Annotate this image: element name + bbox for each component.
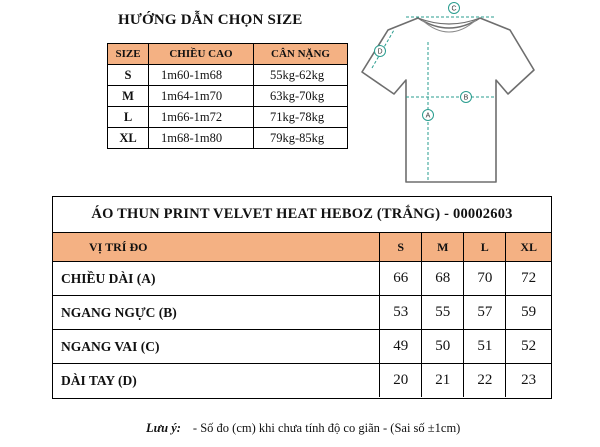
value-cell: 49: [380, 330, 422, 364]
table-row: [108, 128, 348, 149]
note-line: [146, 421, 460, 436]
weight-cell: 55kg-62kg: [254, 65, 348, 86]
size-guide-title: HƯỚNG DẪN CHỌN SIZE: [118, 12, 303, 28]
size-xl-header: XL: [506, 233, 551, 262]
value-cell: 59: [506, 296, 551, 330]
measurement-label: NGANG NGỰC (B): [53, 296, 380, 330]
size-guide-table: [107, 43, 348, 149]
tshirt-outline: [362, 18, 534, 182]
position-header: VỊ TRÍ ĐO: [53, 233, 380, 262]
table-row: [108, 107, 348, 128]
weight-cell: 63kg-70kg: [254, 86, 348, 107]
size-cell: M: [108, 86, 149, 107]
table-row: [108, 86, 348, 107]
value-cell: 68: [422, 262, 464, 296]
value-cell: 57: [464, 296, 506, 330]
height-cell: 1m66-1m72: [149, 107, 254, 128]
size-cell: XL: [108, 128, 149, 149]
product-header-row: [53, 233, 551, 262]
height-cell: 1m60-1m68: [149, 65, 254, 86]
value-cell: 53: [380, 296, 422, 330]
size-cell: L: [108, 107, 149, 128]
note-text: - Số đo (cm) khi chưa tính độ co giãn - (Sai số ±1cm): [192, 421, 461, 435]
product-title: ÁO THUN PRINT VELVET HEAT HEBOZ (TRẮNG) - 00002603: [91, 206, 513, 222]
value-cell: 72: [506, 262, 551, 296]
product-measurement-table: [53, 232, 551, 397]
marker-c-label: C: [451, 5, 457, 13]
size-s-header: S: [380, 233, 422, 262]
table-row: [53, 296, 551, 330]
weight-cell: 71kg-78kg: [254, 107, 348, 128]
weight-header: CÂN NẶNG: [254, 44, 348, 65]
size-header: SIZE: [108, 44, 149, 65]
size-l-header: L: [464, 233, 506, 262]
table-row: [53, 364, 551, 398]
value-cell: 22: [464, 364, 506, 398]
table-row: [53, 262, 551, 296]
marker-b-label: B: [463, 94, 469, 102]
size-m-header: M: [422, 233, 464, 262]
value-cell: 70: [464, 262, 506, 296]
note-label: Lưu ý:: [146, 421, 181, 435]
height-cell: 1m68-1m80: [149, 128, 254, 149]
tshirt-measurement-diagram: [360, 0, 538, 186]
value-cell: 51: [464, 330, 506, 364]
size-cell: S: [108, 65, 149, 86]
table-row: [53, 330, 551, 364]
size-guide-header-row: [108, 44, 348, 65]
measurement-label: CHIỀU DÀI (A): [53, 262, 380, 296]
height-cell: 1m64-1m70: [149, 86, 254, 107]
value-cell: 20: [380, 364, 422, 398]
table-row: [108, 65, 348, 86]
value-cell: 55: [422, 296, 464, 330]
weight-cell: 79kg-85kg: [254, 128, 348, 149]
value-cell: 66: [380, 262, 422, 296]
marker-a-label: A: [425, 112, 431, 120]
value-cell: 50: [422, 330, 464, 364]
marker-d-label: D: [377, 48, 383, 56]
value-cell: 23: [506, 364, 551, 398]
product-measurement-panel: [52, 196, 552, 399]
measurement-label: NGANG VAI (C): [53, 330, 380, 364]
value-cell: 21: [422, 364, 464, 398]
value-cell: 52: [506, 330, 551, 364]
height-header: CHIỀU CAO: [149, 44, 254, 65]
measurement-label: DÀI TAY (D): [53, 364, 380, 398]
